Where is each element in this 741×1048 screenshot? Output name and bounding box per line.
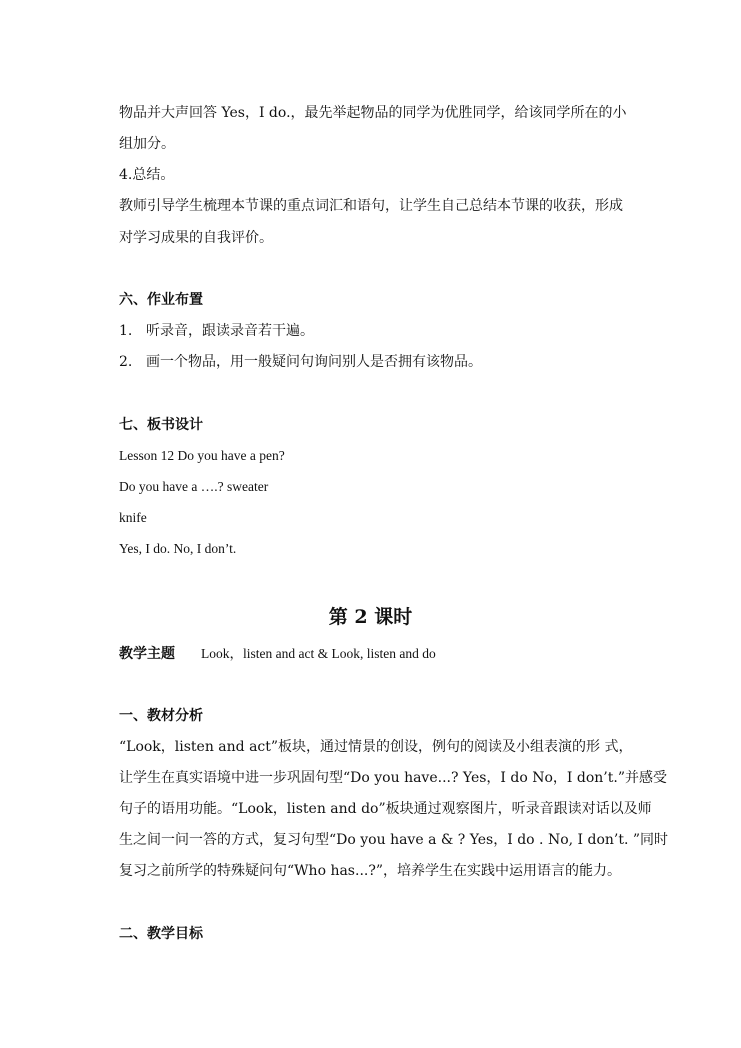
board-line: knife [119,510,147,525]
board-line: Yes, I do. No, I don’t. [119,541,237,556]
list-text: 听录音，跟读录音若干遍。 [146,323,314,339]
board-line: Do you have a ….? sweater [119,479,269,494]
paragraph-line: 复习之前所学的特殊疑问句“Who has...?”，培养学生在实践中运用语言的能力。 [119,863,622,879]
topic-value: Look，listen and act & Look, listen and do [201,646,436,661]
list-item [119,321,314,341]
paragraph-line: 生之间一问一答的方式，复习句型“Do you have a & ? Yes，I do . No, I don’t. ”同时 [119,832,669,848]
board-heading: 七、板书设计 [119,417,203,433]
list-number: 2. [119,354,133,370]
paragraph-line: “Look，listen and act”板块，通过情景的创设，例句的阅读及小组表演的形 式， [119,739,633,755]
paragraph-line: 句子的语用功能。“Look，listen and do”板块通过观察图片，听录音跟读对话以及师 [119,801,652,817]
paragraph-line: 物品并大声回答 Yes，I do.，最先举起物品的同学为优胜同学，给该同学所在的小 [119,105,627,121]
paragraph-line: 对学习成果的自我评价。 [119,230,273,246]
paragraph-line: 教师引导学生梳理本节课的重点词汇和语句，让学生自己总结本节课的收获，形成 [119,198,623,214]
list-item [119,352,482,372]
list-number: 1. [119,323,133,339]
paragraph-line: 组加分。 [119,136,175,152]
board-line: Lesson 12 Do you have a pen? [119,448,285,463]
topic-row [119,644,436,664]
step-heading: 4.总结。 [119,167,175,183]
topic-label: 教学主题 [119,646,175,662]
list-text: 画一个物品，用一般疑问句询问别人是否拥有该物品。 [146,354,482,370]
analysis-heading: 一、教材分析 [119,708,203,724]
lesson-title: 第 2 课时 [328,606,413,628]
paragraph-line: 让学生在真实语境中进一步巩固句型“Do you have...? Yes，I do No，I don’t.”并感受 [119,770,667,786]
goals-heading: 二、教学目标 [119,926,203,942]
homework-heading: 六、作业布置 [119,292,203,308]
